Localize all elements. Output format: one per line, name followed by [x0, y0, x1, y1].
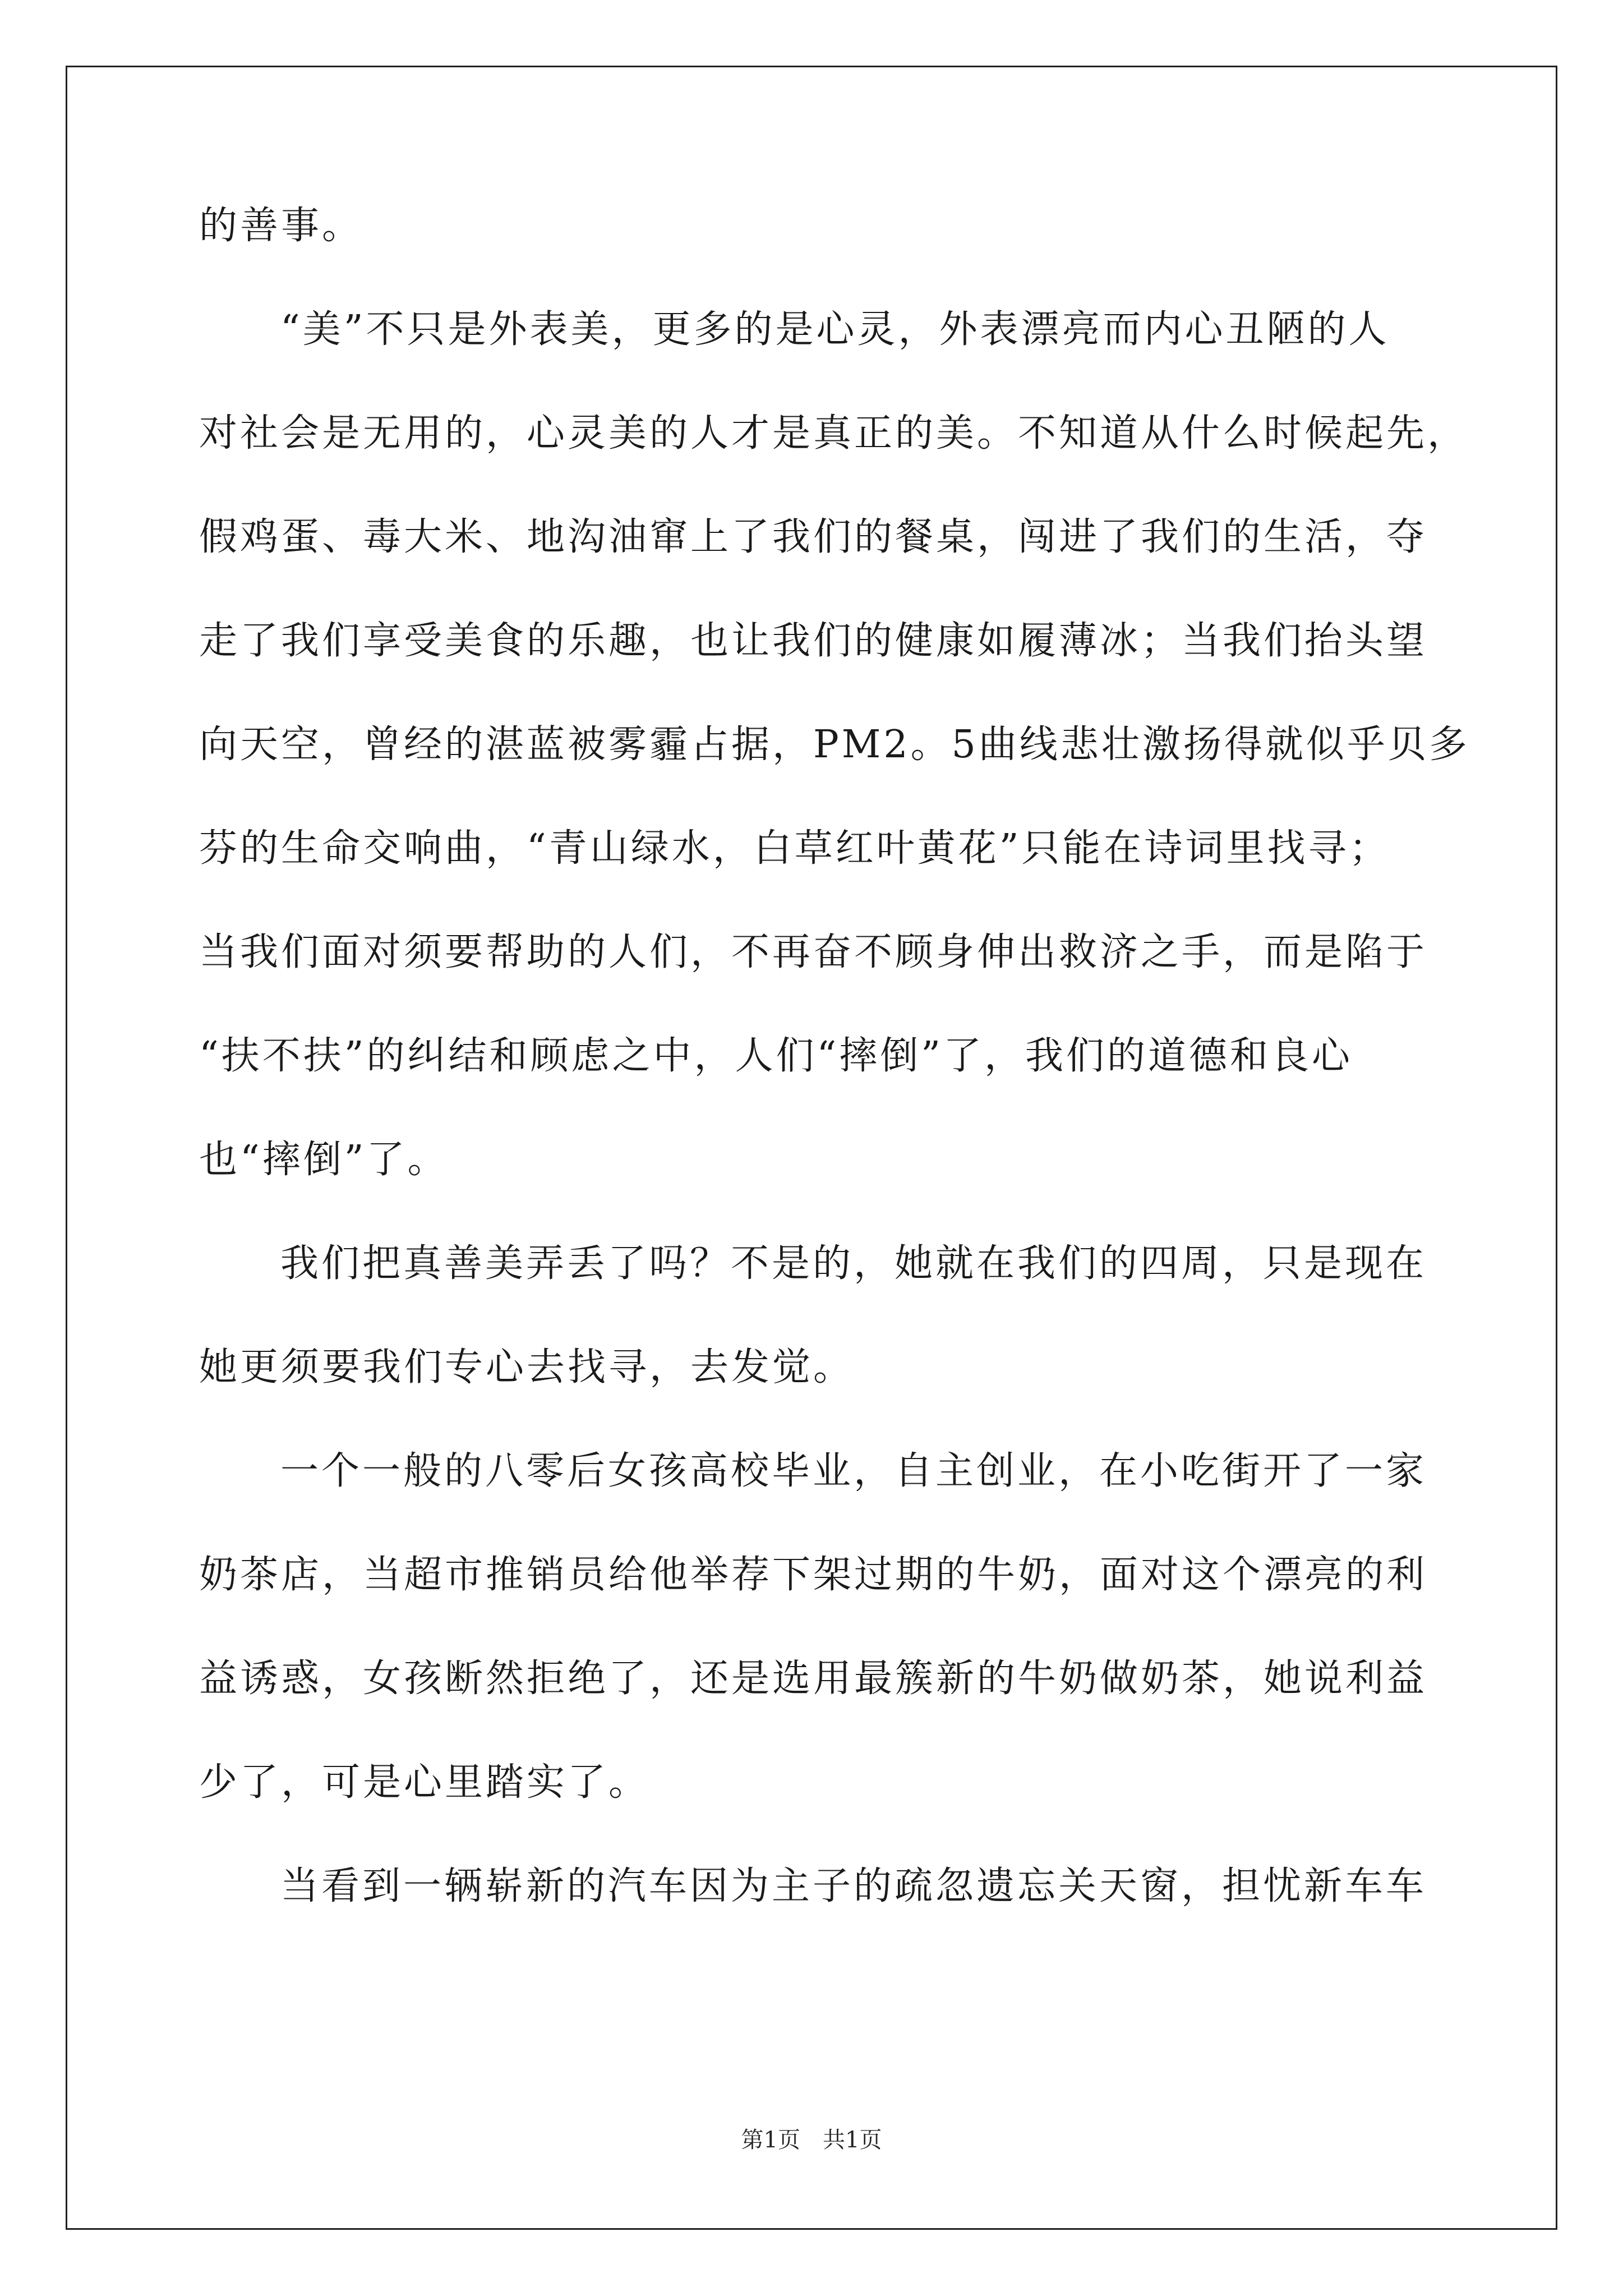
text-line: 奶茶店，当超市推销员给他举荐下架过期的牛奶，面对这个漂亮的利 — [199, 1553, 1428, 1597]
text-line: 当看到一辆崭新的汽车因为主子的疏忽遗忘关天窗，担忧新车车 — [280, 1864, 1427, 1908]
text-line: 益诱惑，女孩断然拒绝了，还是选用最簇新的牛奶做奶茶，她说利益 — [199, 1657, 1428, 1701]
text-line: “扶不扶”的纠结和顾虑之中，人们“摔倒”了，我们的道德和良心 — [199, 1034, 1353, 1078]
text-line: 走了我们享受美食的乐趣，也让我们的健康如履薄冰；当我们抬头望 — [199, 619, 1428, 663]
text-line: 假鸡蛋、毒大米、地沟油窜上了我们的餐桌，闯进了我们的生活，夺 — [199, 515, 1428, 559]
text-line: 对社会是无用的，心灵美的人才是真正的美。不知道从什么时候起先， — [199, 411, 1469, 455]
text-line: 当我们面对须要帮助的人们，不再奋不顾身伸出救济之手，而是陷于 — [199, 930, 1428, 974]
text-line: 我们把真善美弄丢了吗？不是的，她就在我们的四周，只是现在 — [280, 1241, 1427, 1286]
text-line: 她更须要我们专心去找寻，去发觉。 — [199, 1345, 855, 1389]
text-line: “美”不只是外表美，更多的是心灵，外表漂亮而内心丑陋的人 — [280, 307, 1390, 352]
text-line: 一个一般的八零后女孩高校毕业，自主创业，在小吃街开了一家 — [280, 1449, 1427, 1493]
page-number-footer: 第1页 共1页 — [741, 2127, 882, 2153]
text-line: 的善事。 — [199, 204, 363, 248]
text-line: 芬的生命交响曲，“青山绿水，白草红叶黄花”只能在诗词里找寻； — [199, 826, 1390, 871]
text-line: 少了，可是心里踏实了。 — [199, 1760, 650, 1805]
text-line: 向天空，曾经的湛蓝被雾霾占据，PM2。5曲线悲壮激扬得就似乎贝多 — [199, 723, 1470, 767]
text-line: 也“摔倒”了。 — [199, 1138, 449, 1182]
